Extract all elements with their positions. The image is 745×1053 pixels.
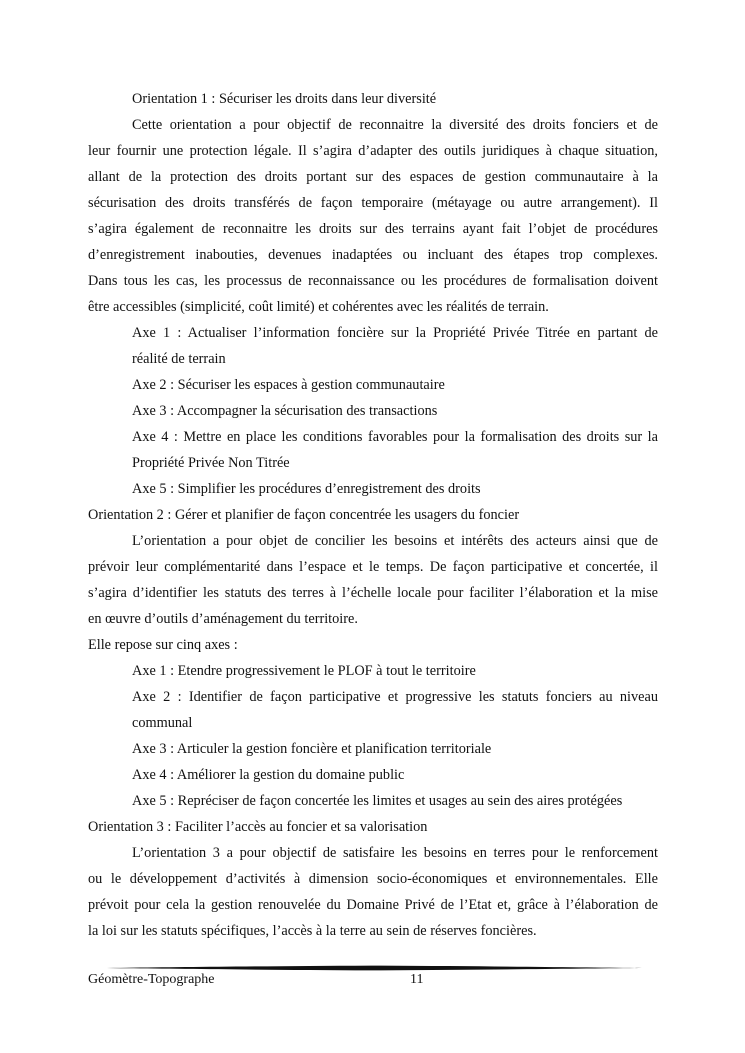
footer-title: Géomètre-Topographe	[88, 972, 215, 987]
axis-item-continuation: Propriété Privée Non Titrée	[132, 455, 290, 471]
paragraph-line: d’enregistrement inabouties, devenues inadaptées ou incluant des étapes trop complexes.	[88, 247, 658, 263]
orientation-2-heading: Orientation 2 : Gérer et planifier de façon concentrée les usagers du foncier	[88, 507, 520, 523]
axis-item: Axe 5 : Simplifier les procédures d’enregistrement des droits	[132, 481, 481, 497]
paragraph-line: s’agira également de reconnaitre les droits sur des terrains ayant fait l’objet de procédures	[88, 221, 658, 237]
orientation-2-paragraph	[88, 528, 658, 632]
paragraph-line: prévoit pour cela la gestion renouvelée du Domaine Privé de l’Etat et, grâce à l’élaboration de	[88, 897, 658, 913]
paragraph-line: en œuvre d’outils d’aménagement du territoire.	[88, 611, 358, 627]
paragraph-line: ou le développement d’activités à dimension socio-économiques et environnementales. Elle	[88, 871, 658, 887]
paragraph-line: être accessibles (simplicité, coût limité) et cohérentes avec les réalités de terrain.	[88, 299, 549, 315]
axis-item: Axe 4 : Mettre en place les conditions favorables pour la formalisation des droits sur la	[132, 429, 658, 445]
orientation-3-heading: Orientation 3 : Faciliter l’accès au foncier et sa valorisation	[88, 819, 428, 835]
axis-item: Axe 1 : Etendre progressivement le PLOF à tout le territoire	[132, 663, 476, 679]
paragraph-line: allant de la protection des droits portant sur des espaces de gestion communautaire à la	[88, 169, 658, 185]
paragraph-line: L’orientation 3 a pour objectif de satisfaire les besoins en terres pour le renforcement	[132, 845, 658, 861]
axis-item-continuation: communal	[132, 715, 193, 731]
axis-item: Axe 5 : Repréciser de façon concertée les limites et usages au sein des aires protégées	[132, 793, 623, 809]
paragraph-line: s’agira d’identifier les statuts des terres à l’échelle locale pour faciliter l’élaboration et la mise	[88, 585, 658, 601]
page-number: 11	[410, 972, 424, 987]
paragraph-line: L’orientation a pour objet de concilier les besoins et intérêts des acteurs ainsi que de	[132, 533, 658, 549]
page-body	[88, 86, 658, 944]
orientation-3-paragraph	[88, 840, 658, 944]
paragraph-line: Dans tous les cas, les processus de reconnaissance ou les procédures de formalisation doivent	[88, 273, 658, 289]
paragraph-line: Cette orientation a pour objectif de reconnaitre la diversité des droits fonciers et de	[132, 117, 658, 133]
axis-item: Axe 2 : Sécuriser les espaces à gestion communautaire	[132, 377, 445, 393]
paragraph-line: la loi sur les statuts spécifiques, l’accès à la terre au sein de réserves foncières.	[88, 923, 537, 939]
orientation-1-paragraph	[88, 112, 658, 320]
orientation-2-intro: Elle repose sur cinq axes :	[88, 637, 238, 653]
axis-item: Axe 1 : Actualiser l’information foncière sur la Propriété Privée Titrée en partant de	[132, 325, 658, 341]
axis-item: Axe 3 : Articuler la gestion foncière et planification territoriale	[132, 741, 492, 757]
paragraph-line: sécurisation des droits transférés de façon temporaire (métayage ou autre arrangement). Il	[88, 195, 658, 211]
axis-item-continuation: réalité de terrain	[132, 351, 226, 367]
paragraph-line: prévoir leur complémentarité dans l’espace et le temps. De façon participative et concertée, il	[88, 559, 658, 575]
footer-rule	[100, 965, 642, 971]
paragraph-line: leur fournir une protection légale. Il s’agira d’adapter des outils juridiques à chaque situation,	[88, 143, 658, 159]
axis-item: Axe 3 : Accompagner la sécurisation des transactions	[132, 403, 438, 419]
axis-item: Axe 2 : Identifier de façon participative et progressive les statuts fonciers au niveau	[132, 689, 658, 705]
axis-item: Axe 4 : Améliorer la gestion du domaine public	[132, 767, 405, 783]
orientation-1-axes	[88, 320, 658, 502]
orientation-2-axes	[88, 658, 658, 814]
orientation-1-heading: Orientation 1 : Sécuriser les droits dans leur diversité	[132, 91, 437, 107]
